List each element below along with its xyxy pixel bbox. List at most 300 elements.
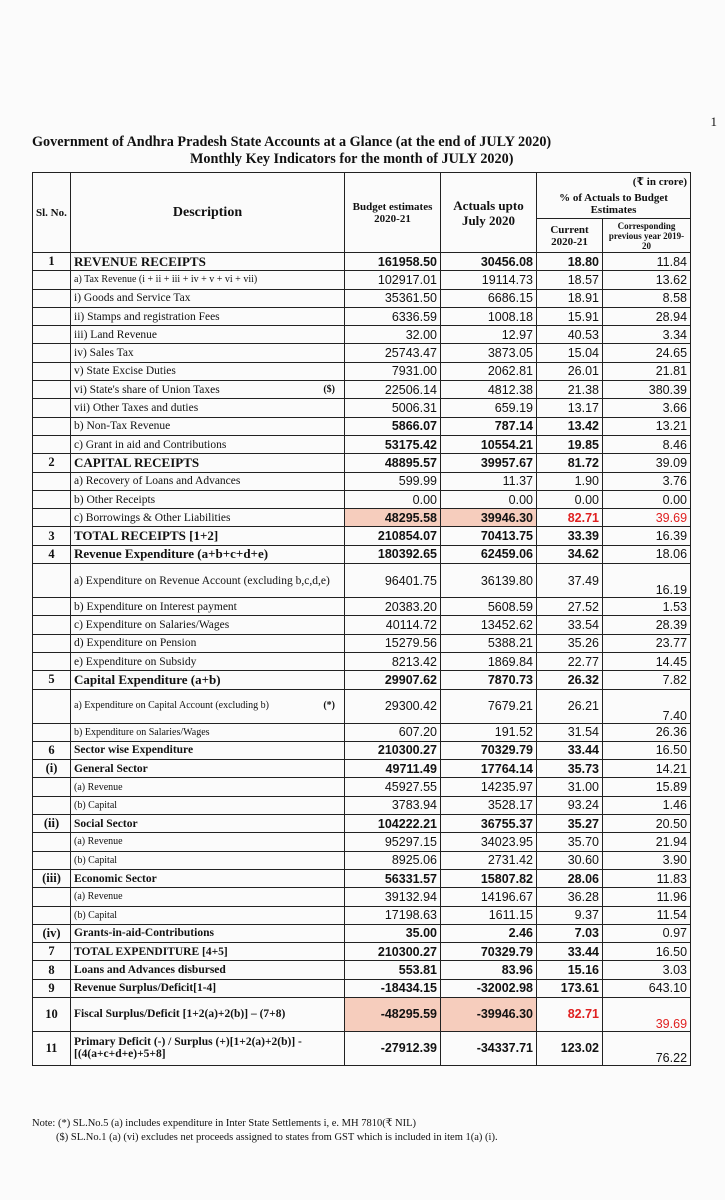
row-budget bbox=[345, 527, 441, 545]
row-description-text: vii) Other Taxes and duties bbox=[74, 402, 199, 415]
row-previous-pct-text: 8.46 bbox=[662, 437, 688, 452]
row-actual-text: 3528.17 bbox=[487, 798, 533, 813]
row-actual bbox=[441, 271, 537, 289]
row-actual bbox=[441, 326, 537, 344]
row-budget-text: 32.00 bbox=[405, 327, 437, 342]
row-actual-text: 191.52 bbox=[494, 725, 533, 740]
row-sl bbox=[33, 362, 71, 380]
row-description bbox=[71, 472, 345, 490]
row-previous-pct bbox=[603, 997, 691, 1031]
row-current-pct-text: 7.03 bbox=[574, 926, 599, 941]
row-budget bbox=[345, 381, 441, 399]
row-description bbox=[71, 997, 345, 1031]
row-description-text: i) Goods and Service Tax bbox=[74, 292, 191, 305]
row-previous-pct-text: 28.39 bbox=[655, 617, 688, 632]
row-sl bbox=[33, 961, 71, 979]
row-description bbox=[71, 253, 345, 271]
row-budget bbox=[345, 796, 441, 814]
row-previous-pct-text: 11.96 bbox=[656, 889, 688, 904]
row-budget bbox=[345, 671, 441, 689]
row-description bbox=[71, 509, 345, 527]
row-previous-pct bbox=[603, 564, 691, 598]
row-budget bbox=[345, 888, 441, 906]
table-row bbox=[33, 616, 691, 634]
row-actual bbox=[441, 888, 537, 906]
table-row bbox=[33, 598, 691, 616]
row-budget-text: 95297.15 bbox=[384, 834, 437, 849]
row-budget-text: 45927.55 bbox=[384, 780, 437, 795]
row-current-pct-text: 33.54 bbox=[567, 617, 599, 632]
row-budget bbox=[345, 961, 441, 979]
row-actual-text: 39957.67 bbox=[480, 455, 533, 470]
row-current-pct-text: 36.28 bbox=[567, 889, 599, 904]
row-sl bbox=[33, 741, 71, 759]
row-description-text: iii) Land Revenue bbox=[74, 328, 158, 341]
table-row bbox=[33, 435, 691, 453]
row-actual bbox=[441, 979, 537, 997]
row-current-pct bbox=[537, 271, 603, 289]
row-actual-text: 4812.38 bbox=[487, 382, 533, 397]
row-current-pct-text: 18.57 bbox=[567, 272, 599, 287]
row-actual-text: 39946.30 bbox=[480, 510, 533, 525]
row-budget-text: 49711.49 bbox=[385, 761, 437, 776]
row-current-pct-text: 13.42 bbox=[567, 419, 599, 434]
row-budget bbox=[345, 778, 441, 796]
row-budget bbox=[345, 435, 441, 453]
header-current: Current 2020-21 bbox=[537, 219, 603, 253]
row-current-pct bbox=[537, 796, 603, 814]
table-row bbox=[33, 778, 691, 796]
table-row bbox=[33, 979, 691, 997]
row-actual bbox=[441, 851, 537, 869]
row-actual-text: 7870.73 bbox=[487, 672, 533, 687]
row-previous-pct-text: 3.03 bbox=[662, 963, 688, 978]
row-budget bbox=[345, 723, 441, 741]
row-description-text: Revenue Expenditure (a+b+c+d+e) bbox=[74, 546, 269, 562]
row-actual-text: 12.97 bbox=[501, 327, 533, 342]
page-number: 1 bbox=[710, 114, 717, 129]
row-previous-pct-text: 11.83 bbox=[656, 871, 688, 886]
row-previous-pct bbox=[603, 509, 691, 527]
row-budget-text: 5866.07 bbox=[391, 419, 437, 434]
table-row bbox=[33, 652, 691, 670]
row-sl bbox=[33, 527, 71, 545]
row-previous-pct-text: 7.82 bbox=[662, 672, 688, 687]
row-current-pct-text: 33.39 bbox=[567, 529, 599, 544]
table-row bbox=[33, 417, 691, 435]
row-budget bbox=[345, 362, 441, 380]
row-sl bbox=[33, 616, 71, 634]
row-previous-pct bbox=[603, 616, 691, 634]
row-budget-text: 25743.47 bbox=[384, 346, 437, 361]
row-current-pct bbox=[537, 1031, 603, 1065]
row-budget-text: 607.20 bbox=[398, 725, 437, 740]
row-current-pct-text: 82.71 bbox=[567, 510, 599, 525]
table-row bbox=[33, 689, 691, 723]
row-previous-pct bbox=[603, 869, 691, 887]
header-budget: Budget estimates 2020-21 bbox=[345, 173, 441, 253]
row-actual bbox=[441, 997, 537, 1031]
row-description bbox=[71, 833, 345, 851]
row-budget bbox=[345, 472, 441, 490]
row-current-pct-text: 28.06 bbox=[567, 871, 599, 886]
row-current-pct-text: 82.71 bbox=[567, 1007, 599, 1022]
row-actual bbox=[441, 307, 537, 325]
row-description bbox=[71, 289, 345, 307]
row-actual-text: 5608.59 bbox=[487, 599, 533, 614]
row-description-text: b) Expenditure on Salaries/Wages bbox=[74, 726, 210, 738]
row-previous-pct bbox=[603, 888, 691, 906]
row-actual-text: -34337.71 bbox=[476, 1041, 533, 1056]
row-sl bbox=[33, 833, 71, 851]
row-description bbox=[71, 671, 345, 689]
row-previous-pct-text: 643.10 bbox=[648, 981, 688, 996]
row-current-pct bbox=[537, 979, 603, 997]
row-description bbox=[71, 778, 345, 796]
table-row bbox=[33, 307, 691, 325]
row-description bbox=[71, 924, 345, 942]
row-budget bbox=[345, 454, 441, 472]
row-actual bbox=[441, 454, 537, 472]
row-actual-text: 1008.18 bbox=[487, 309, 533, 324]
row-sl bbox=[33, 869, 71, 887]
row-description-text: e) Expenditure on Subsidy bbox=[74, 655, 197, 668]
row-sl bbox=[33, 943, 71, 961]
row-description bbox=[71, 1031, 345, 1065]
table-row bbox=[33, 399, 691, 417]
row-description-text: Capital Expenditure (a+b) bbox=[74, 671, 221, 687]
row-actual bbox=[441, 1031, 537, 1065]
row-sl bbox=[33, 509, 71, 527]
row-sl bbox=[33, 997, 71, 1031]
row-actual bbox=[441, 564, 537, 598]
row-actual bbox=[441, 472, 537, 490]
row-actual-text: 659.19 bbox=[494, 401, 533, 416]
row-sl bbox=[33, 307, 71, 325]
table-row bbox=[33, 634, 691, 652]
row-description bbox=[71, 362, 345, 380]
row-budget-text: 20383.20 bbox=[384, 599, 437, 614]
footnote-1: Note: (*) SL.No.5 (a) includes expenditure in Inter State Settlements i, e. MH 7810(₹ NIL) bbox=[32, 1118, 417, 1129]
table-row bbox=[33, 362, 691, 380]
row-sl bbox=[33, 671, 71, 689]
row-previous-pct bbox=[603, 253, 691, 271]
row-actual bbox=[441, 943, 537, 961]
row-sl-text: (i) bbox=[45, 761, 58, 776]
row-sl-text: 11 bbox=[45, 1040, 58, 1055]
row-description-text: c) Grant in aid and Contributions bbox=[74, 438, 227, 451]
row-actual bbox=[441, 417, 537, 435]
row-current-pct-text: 81.72 bbox=[567, 455, 599, 470]
row-previous-pct bbox=[603, 796, 691, 814]
row-previous-pct bbox=[603, 924, 691, 942]
row-description-text: Revenue Surplus/Deficit[1-4] bbox=[74, 982, 217, 995]
row-sl bbox=[33, 564, 71, 598]
row-description bbox=[71, 815, 345, 833]
table-row bbox=[33, 671, 691, 689]
row-description-text: vi) State's share of Union Taxes bbox=[74, 383, 220, 396]
row-previous-pct bbox=[603, 906, 691, 924]
row-previous-pct bbox=[603, 472, 691, 490]
row-budget-text: 17198.63 bbox=[384, 908, 437, 923]
row-description bbox=[71, 454, 345, 472]
row-description bbox=[71, 545, 345, 563]
row-footnote-marker: ($) bbox=[323, 383, 335, 395]
row-sl bbox=[33, 888, 71, 906]
row-description bbox=[71, 979, 345, 997]
row-budget bbox=[345, 979, 441, 997]
table-row bbox=[33, 833, 691, 851]
row-sl bbox=[33, 924, 71, 942]
row-description bbox=[71, 344, 345, 362]
row-previous-pct-text: 13.62 bbox=[655, 272, 688, 287]
row-sl-text: 10 bbox=[45, 1006, 58, 1021]
row-previous-pct bbox=[603, 671, 691, 689]
row-current-pct bbox=[537, 417, 603, 435]
header-unit: (₹ in crore) bbox=[537, 173, 691, 191]
row-previous-pct bbox=[603, 943, 691, 961]
row-current-pct-text: 18.91 bbox=[567, 291, 599, 306]
row-budget-text: 210300.27 bbox=[377, 743, 437, 758]
row-previous-pct bbox=[603, 689, 691, 723]
row-description bbox=[71, 888, 345, 906]
row-sl bbox=[33, 344, 71, 362]
row-budget-text: 29907.62 bbox=[384, 672, 437, 687]
row-sl-text: (iii) bbox=[42, 871, 61, 886]
table-row bbox=[33, 564, 691, 598]
row-sl bbox=[33, 851, 71, 869]
row-description-text: (a) Revenue bbox=[74, 781, 123, 793]
row-current-pct bbox=[537, 564, 603, 598]
row-description bbox=[71, 307, 345, 325]
row-sl bbox=[33, 545, 71, 563]
table-row bbox=[33, 545, 691, 563]
header-previous: Corresponding previous year 2019-20 bbox=[603, 219, 691, 253]
table-row bbox=[33, 454, 691, 472]
row-budget-text: 161958.50 bbox=[377, 254, 437, 269]
table-row bbox=[33, 509, 691, 527]
row-budget-text: 8925.06 bbox=[391, 853, 437, 868]
row-current-pct-text: 13.17 bbox=[567, 401, 599, 416]
row-budget bbox=[345, 564, 441, 598]
row-current-pct bbox=[537, 616, 603, 634]
row-previous-pct-text: 20.50 bbox=[655, 816, 688, 831]
row-previous-pct bbox=[603, 326, 691, 344]
row-previous-pct bbox=[603, 435, 691, 453]
row-sl bbox=[33, 271, 71, 289]
row-current-pct-text: 26.01 bbox=[567, 364, 599, 379]
row-description bbox=[71, 943, 345, 961]
footnotes bbox=[32, 1117, 712, 1145]
row-budget bbox=[345, 924, 441, 942]
row-previous-pct bbox=[603, 454, 691, 472]
row-current-pct bbox=[537, 888, 603, 906]
row-previous-pct-text: 11.84 bbox=[656, 254, 688, 269]
header-pct: % of Actuals to Budget Estimates bbox=[537, 191, 691, 219]
table-row bbox=[33, 741, 691, 759]
row-current-pct-text: 18.80 bbox=[567, 254, 599, 269]
row-actual bbox=[441, 796, 537, 814]
row-current-pct-text: 33.44 bbox=[567, 944, 599, 959]
row-previous-pct bbox=[603, 307, 691, 325]
row-budget bbox=[345, 760, 441, 778]
row-description-text: iv) Sales Tax bbox=[74, 347, 134, 360]
row-sl bbox=[33, 906, 71, 924]
row-description-text: Primary Deficit (-) / Surplus (+)[1+2(a)+2(b)] - [(4(a+c+d+e)+5+8] bbox=[74, 1036, 302, 1061]
row-actual bbox=[441, 289, 537, 307]
row-current-pct bbox=[537, 509, 603, 527]
row-current-pct-text: 21.38 bbox=[567, 382, 599, 397]
row-actual bbox=[441, 924, 537, 942]
row-budget bbox=[345, 344, 441, 362]
row-description-text: a) Expenditure on Capital Account (excluding b) bbox=[74, 700, 269, 712]
row-description-text: (b) Capital bbox=[74, 854, 118, 866]
table-row bbox=[33, 851, 691, 869]
row-sl-text: 4 bbox=[48, 546, 55, 561]
row-sl bbox=[33, 723, 71, 741]
row-description-text: Grants-in-aid-Contributions bbox=[74, 927, 214, 940]
row-budget-text: 53175.42 bbox=[384, 437, 437, 452]
row-current-pct bbox=[537, 326, 603, 344]
row-actual bbox=[441, 598, 537, 616]
row-budget-text: 104222.21 bbox=[377, 816, 437, 831]
row-actual bbox=[441, 253, 537, 271]
row-actual-text: 2062.81 bbox=[487, 364, 533, 379]
row-actual bbox=[441, 741, 537, 759]
row-sl bbox=[33, 634, 71, 652]
row-sl bbox=[33, 381, 71, 399]
row-budget bbox=[345, 616, 441, 634]
row-actual-text: 7679.21 bbox=[487, 699, 533, 714]
table-row bbox=[33, 381, 691, 399]
row-current-pct-text: 19.85 bbox=[567, 437, 599, 452]
row-description bbox=[71, 271, 345, 289]
row-description-text: General Sector bbox=[74, 762, 148, 775]
row-previous-pct-text: 0.00 bbox=[662, 492, 688, 507]
row-actual bbox=[441, 344, 537, 362]
row-sl-text: (iv) bbox=[42, 925, 61, 940]
row-budget-text: 8213.42 bbox=[391, 654, 437, 669]
row-previous-pct bbox=[603, 778, 691, 796]
row-actual-text: 83.96 bbox=[501, 963, 533, 978]
row-sl bbox=[33, 399, 71, 417]
row-actual bbox=[441, 435, 537, 453]
row-current-pct bbox=[537, 399, 603, 417]
row-actual-text: 36139.80 bbox=[480, 573, 533, 588]
row-sl bbox=[33, 796, 71, 814]
row-current-pct bbox=[537, 723, 603, 741]
row-current-pct bbox=[537, 307, 603, 325]
row-current-pct bbox=[537, 833, 603, 851]
row-previous-pct-text: 7.40 bbox=[662, 708, 688, 723]
row-budget bbox=[345, 869, 441, 887]
row-previous-pct bbox=[603, 961, 691, 979]
row-description bbox=[71, 381, 345, 399]
row-previous-pct-text: 39.09 bbox=[655, 455, 688, 470]
row-current-pct-text: 30.60 bbox=[567, 853, 599, 868]
row-budget bbox=[345, 741, 441, 759]
row-description bbox=[71, 435, 345, 453]
row-current-pct bbox=[537, 652, 603, 670]
row-actual-text: 70329.79 bbox=[480, 944, 533, 959]
row-budget bbox=[345, 545, 441, 563]
row-actual bbox=[441, 833, 537, 851]
row-budget-text: 3783.94 bbox=[391, 798, 437, 813]
row-current-pct bbox=[537, 689, 603, 723]
row-description bbox=[71, 760, 345, 778]
row-current-pct bbox=[537, 997, 603, 1031]
row-description-text: TOTAL EXPENDITURE [4+5] bbox=[74, 945, 228, 958]
row-budget-text: 0.00 bbox=[412, 492, 437, 507]
row-budget bbox=[345, 652, 441, 670]
row-budget-text: 210300.27 bbox=[377, 944, 437, 959]
row-previous-pct-text: 1.46 bbox=[662, 798, 688, 813]
row-sl bbox=[33, 435, 71, 453]
row-description-text: TOTAL RECEIPTS [1+2] bbox=[74, 528, 219, 544]
row-budget bbox=[345, 997, 441, 1031]
row-actual-text: 11.37 bbox=[502, 474, 533, 489]
row-previous-pct-text: 24.65 bbox=[655, 346, 688, 361]
row-actual-text: 2.46 bbox=[508, 926, 533, 941]
row-description-text: Fiscal Surplus/Deficit [1+2(a)+2(b)] – (7+8) bbox=[74, 1008, 286, 1021]
row-budget-text: -27912.39 bbox=[380, 1041, 437, 1056]
row-previous-pct-text: 0.97 bbox=[662, 926, 688, 941]
row-actual bbox=[441, 545, 537, 563]
table-row bbox=[33, 815, 691, 833]
row-description bbox=[71, 741, 345, 759]
row-budget-text: 48295.58 bbox=[384, 510, 437, 525]
row-description-text: v) State Excise Duties bbox=[74, 365, 176, 378]
row-budget-text: 7931.00 bbox=[391, 364, 437, 379]
row-previous-pct-text: 39.69 bbox=[655, 510, 688, 525]
row-sl-text: 3 bbox=[48, 528, 55, 543]
row-current-pct bbox=[537, 943, 603, 961]
document-title bbox=[32, 134, 692, 168]
row-budget-text: 102917.01 bbox=[377, 272, 437, 287]
row-current-pct-text: 31.54 bbox=[567, 725, 599, 740]
table-row bbox=[33, 271, 691, 289]
row-current-pct bbox=[537, 741, 603, 759]
row-actual-text: 10554.21 bbox=[480, 437, 533, 452]
row-description bbox=[71, 616, 345, 634]
table-row bbox=[33, 888, 691, 906]
row-sl bbox=[33, 815, 71, 833]
row-current-pct bbox=[537, 545, 603, 563]
row-description-text: d) Expenditure on Pension bbox=[74, 637, 197, 650]
row-previous-pct bbox=[603, 1031, 691, 1065]
row-actual-text: 30456.08 bbox=[480, 254, 533, 269]
row-current-pct-text: 123.02 bbox=[560, 1041, 599, 1056]
row-sl bbox=[33, 472, 71, 490]
row-previous-pct bbox=[603, 362, 691, 380]
row-previous-pct-text: 39.69 bbox=[655, 1016, 688, 1031]
row-budget bbox=[345, 598, 441, 616]
row-current-pct-text: 35.26 bbox=[567, 636, 599, 651]
header-actuals: Actuals upto July 2020 bbox=[441, 173, 537, 253]
row-budget-text: -48295.59 bbox=[380, 1007, 437, 1022]
row-budget-text: 56331.57 bbox=[384, 871, 437, 886]
row-current-pct bbox=[537, 344, 603, 362]
row-previous-pct-text: 18.06 bbox=[655, 547, 688, 562]
row-previous-pct bbox=[603, 851, 691, 869]
row-budget-text: -18434.15 bbox=[380, 981, 437, 996]
row-budget bbox=[345, 399, 441, 417]
row-previous-pct-text: 14.21 bbox=[655, 761, 688, 776]
row-description-text: Loans and Advances disbursed bbox=[74, 964, 226, 977]
row-sl bbox=[33, 326, 71, 344]
row-description bbox=[71, 869, 345, 887]
row-sl-text: 6 bbox=[48, 742, 55, 757]
